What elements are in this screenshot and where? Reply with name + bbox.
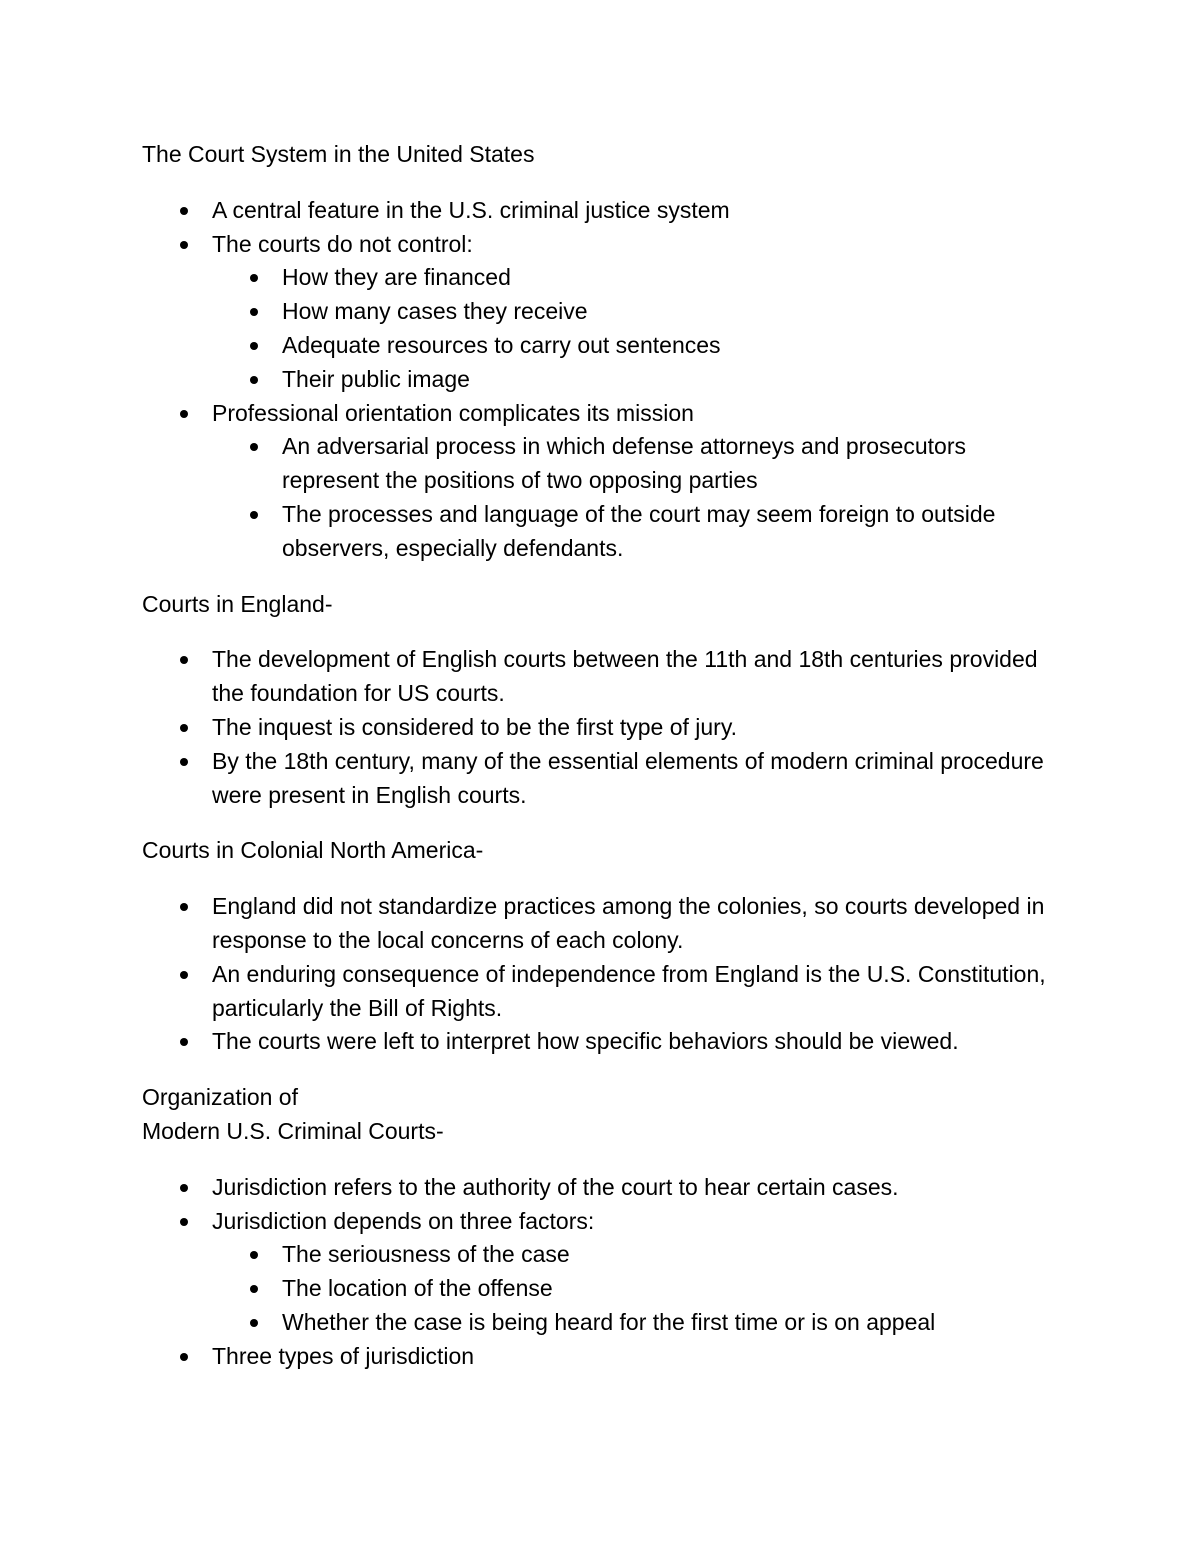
bullet-icon (180, 1353, 188, 1361)
sub-list-item-text: The seriousness of the case (282, 1241, 570, 1268)
bullet-list (142, 1171, 1062, 1374)
bullet-icon (180, 903, 188, 911)
sub-list-item (212, 1272, 1062, 1306)
section-title: The Court System in the United States (142, 141, 535, 167)
bullet-icon (180, 241, 188, 249)
bullet-icon (250, 511, 258, 519)
list-item-text: Three types of jurisdiction (212, 1342, 475, 1369)
sub-list-item (212, 261, 1062, 295)
sub-bullet-list (212, 261, 1062, 396)
sub-list-item (212, 430, 1062, 498)
bullet-list (142, 643, 1062, 812)
bullet-icon (180, 410, 188, 418)
sub-list-item (212, 329, 1062, 363)
document-page (142, 138, 1062, 1374)
bullet-icon (250, 308, 258, 316)
list-item (142, 890, 1062, 958)
bullet-list (142, 194, 1062, 566)
list-item-text: A central feature in the U.S. criminal justice system (212, 196, 730, 223)
list-item (142, 958, 1062, 1026)
bullet-icon (180, 758, 188, 766)
sub-list-item-text: The location of the offense (282, 1275, 553, 1302)
list-item (142, 1340, 1062, 1374)
list-item (142, 643, 1062, 711)
bullet-icon (180, 207, 188, 215)
list-item-text: By the 18th century, many of the essential elements of modern criminal procedure were present in English courts. (212, 747, 1044, 808)
sub-list-item-text: How they are financed (282, 264, 511, 291)
sub-list-item (212, 363, 1062, 397)
bullet-list (142, 890, 1062, 1059)
list-item (142, 397, 1062, 566)
bullet-icon (180, 1184, 188, 1192)
list-item-text: Professional orientation complicates its mission (212, 399, 694, 426)
list-item-text: The courts do not control: (212, 230, 473, 257)
bullet-icon (250, 443, 258, 451)
bullet-icon (250, 376, 258, 384)
bullet-icon (250, 1319, 258, 1327)
list-item-text: Jurisdiction depends on three factors: (212, 1207, 595, 1234)
sub-list-item (212, 1306, 1062, 1340)
list-item-text: An enduring consequence of independence from England is the U.S. Constitution, particularly the Bill of Rights. (212, 960, 1046, 1021)
sub-list-item-text: Adequate resources to carry out sentences (282, 331, 721, 358)
section-title: Courts in England- (142, 590, 333, 617)
list-item-text: The inquest is considered to be the first type of jury. (212, 713, 738, 740)
list-item (142, 745, 1062, 813)
section-courts-in-england (142, 588, 1062, 813)
sub-bullet-list (212, 430, 1062, 565)
bullet-icon (250, 1251, 258, 1259)
sub-bullet-list (212, 1238, 1062, 1339)
bullet-icon (180, 971, 188, 979)
sub-list-item (212, 498, 1062, 566)
section-court-system (142, 138, 1062, 566)
bullet-icon (250, 342, 258, 350)
bullet-icon (180, 656, 188, 664)
sub-list-item (212, 295, 1062, 329)
bullet-icon (180, 724, 188, 732)
sub-list-item-text: Whether the case is being heard for the first time or is on appeal (282, 1308, 936, 1335)
list-item-text: The development of English courts between the 11th and 18th centuries provided the foundation for US courts. (212, 646, 1038, 707)
bullet-icon (250, 1285, 258, 1293)
bullet-icon (180, 1218, 188, 1226)
list-item (142, 228, 1062, 397)
list-item-text: The courts were left to interpret how specific behaviors should be viewed. (212, 1028, 959, 1055)
section-courts-colonial-america (142, 834, 1062, 1059)
sub-list-item-text: An adversarial process in which defense attorneys and prosecutors represent the positions of two opposing parties (282, 433, 966, 494)
list-item (142, 1171, 1062, 1205)
list-item-text: England did not standardize practices among the colonies, so courts developed in response to the local concerns of each colony. (212, 893, 1045, 953)
list-item (142, 1205, 1062, 1340)
sub-list-item-text: The processes and language of the court may seem foreign to outside observers, especially defendants. (282, 500, 996, 561)
section-organization-modern-courts (142, 1081, 1062, 1373)
list-item-text: Jurisdiction refers to the authority of the court to hear certain cases. (212, 1173, 899, 1200)
list-item (142, 711, 1062, 745)
list-item (142, 1025, 1062, 1059)
section-title: Courts in Colonial North America- (142, 837, 484, 864)
sub-list-item-text: How many cases they receive (282, 298, 588, 325)
bullet-icon (180, 1038, 188, 1046)
bullet-icon (250, 274, 258, 282)
sub-list-item-text: Their public image (282, 365, 470, 392)
sub-list-item (212, 1238, 1062, 1272)
section-title: Organization of Modern U.S. Criminal Courts- (142, 1084, 444, 1144)
list-item (142, 194, 1062, 228)
